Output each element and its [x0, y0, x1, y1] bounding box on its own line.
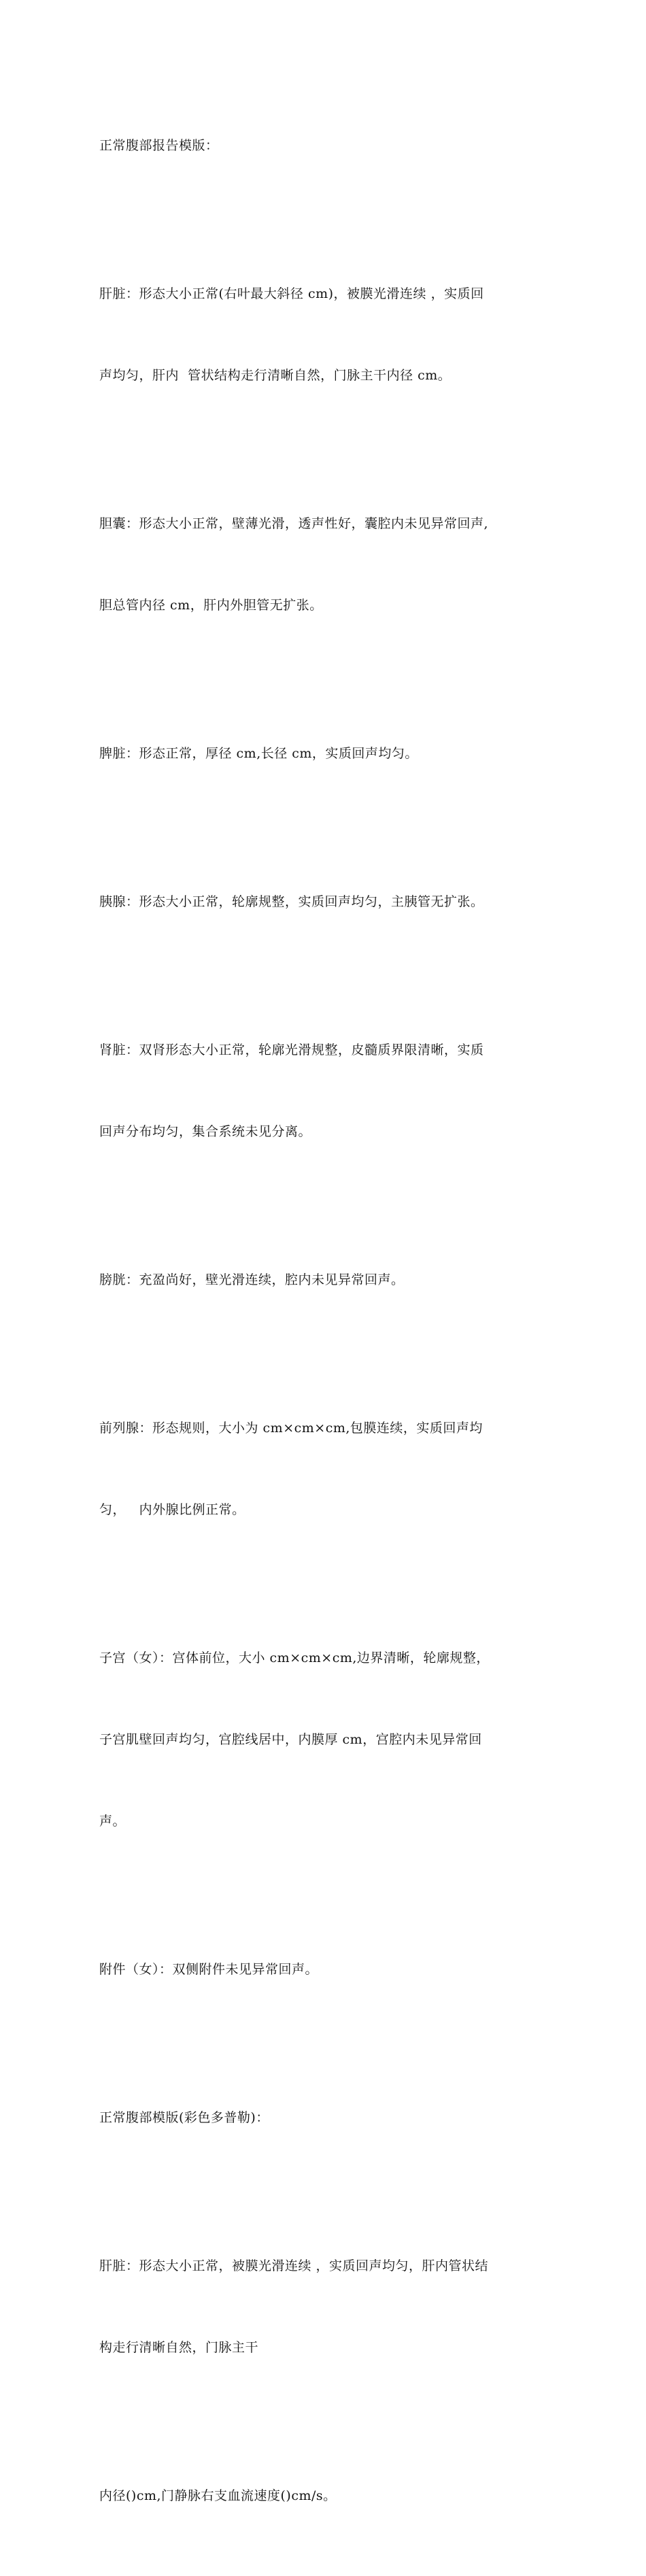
- liver-paragraph: 肝脏：形态大小正常(右叶最大斜径 cm)，被膜光滑连续 ，实质回 声均匀，肝内 管状结构走行清晰自然，门脉主干内径 cm。: [99, 286, 484, 383]
- uterus-paragraph: 子宫（女）：宫体前位，大小 cm×cm×cm,边界清晰，轮廓规整， 子宫肌壁回声均匀，宫腔线居中，内膜厚 cm，宫腔内未见异常回 声。: [99, 1650, 490, 1829]
- portal-vein-paragraph: 内径()cm,门静脉右支血流速度()cm/s。: [99, 2488, 337, 2503]
- doppler-template-title: 正常腹部模版(彩色多普勒)：: [99, 2110, 269, 2125]
- adnexa-paragraph: 附件（女）：双侧附件未见异常回声。: [99, 1962, 319, 1977]
- report-template-title: 正常腹部报告模版：: [99, 138, 219, 153]
- gallbladder-paragraph: 胆囊：形态大小正常，壁薄光滑，透声性好，囊腔内未见异常回声, 胆总管内径 cm，肝内外胆管无扩张。: [99, 516, 489, 613]
- kidney-paragraph: 肾脏：双肾形态大小正常，轮廓光滑规整，皮髓质界限清晰，实质 回声分布均匀，集合系统未见分离。: [99, 1043, 484, 1139]
- prostate-paragraph: 前列腺：形态规则，大小为 cm×cm×cm,包膜连续，实质回声均 匀， 内外腺比例正常。: [99, 1421, 483, 1517]
- spleen-paragraph: 脾脏：形态正常，厚径 cm,长径 cm，实质回声均匀。: [99, 746, 418, 761]
- doppler-liver-paragraph: 肝脏：形态大小正常，被膜光滑连续 ，实质回声均匀，肝内管状结 构走行清晰自然，门脉主干: [99, 2258, 489, 2355]
- document-body: [99, 78, 562, 2576]
- pancreas-paragraph: 胰腺：形态大小正常，轮廓规整，实质回声均匀，主胰管无扩张。: [99, 894, 484, 909]
- bladder-paragraph: 膀胱：充盈尚好，壁光滑连续，腔内未见异常回声。: [99, 1272, 405, 1287]
